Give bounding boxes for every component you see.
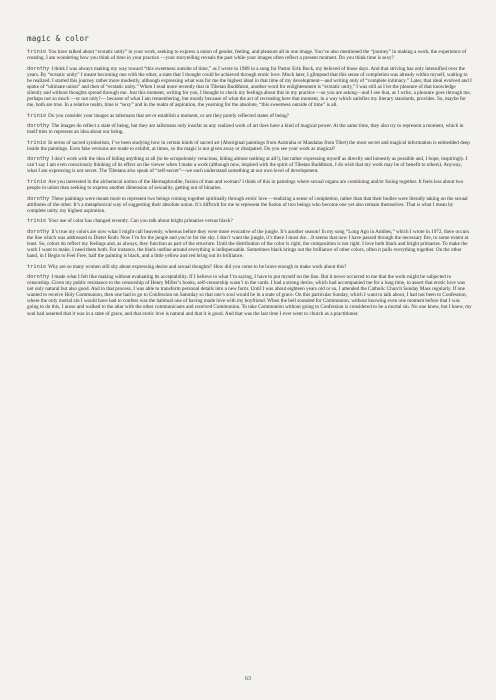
paragraph-text: The images do reflect a state of being, but they are talismans only insofar as any realized work of art does have a kind of magical power. At the same time, they also try to represent a moment, which in itself tries to represent an idea about our being.: [27, 123, 464, 136]
speaker-name: trinie: [27, 139, 47, 146]
paragraph-text: Do you consider your images as talismans that set or establish a moment, or are they purely reflected states of being?: [48, 112, 289, 119]
paragraph-text: In terms of sacred symbolism, I’ve been studying how in certain kinds of sacred art (Aboriginal paintings from Australia or Mandalas from Tibet) the most secret and magical information is embedded deep inside the paintings. Even fake versions are made to exhibit, at times, so the magic is not given away or dissipated. Do you see your work as magical?: [27, 139, 470, 152]
speaker-name: trinie: [27, 178, 47, 185]
paragraph-text: Are you interested in the alchemical notion of the Hermaphrodite, fusion of man and woman? I think of this in paintings where sexual organs are combining and/or fusing together. It feels less about two people in union than seeking to express another dimension of sexuality, getting out of binaries.: [27, 178, 464, 192]
paragraph-text: It’s true my colors are now what I might call heavenly, whereas before they were more evocative of the jungle. It’s another season! In my song “Long Ago in Antibes,” which I wrote in 1972, there occurs the line which was addressed to Dieter Roth: Now I’m for the jungle and you’re for the sky. I don’t want the jungle, it’s there I must die…It seems that now I have passed through the necessary fire, to some extent at least. So, colors do reflect my feelings and, as always, they function as part of the structure. Until the distribution of the color is right, the composition is not right. I love both black and bright primaries. To make the work I want to make, I need them both. For instance, the black outline around everything is indispensable. Sometimes black brings out the brilliance of other colors, often it pulls everything together. On the other hand, in I Begin to Feel Free, half the painting is black, and a little yellow and red bring out its brilliance.: [27, 228, 469, 260]
interview-paragraph: [27, 196, 472, 214]
speaker-name: dorothy: [27, 123, 50, 130]
interview-paragraph: [27, 49, 472, 61]
speaker-name: dorothy: [27, 274, 50, 281]
paragraph-text: I think I was always making my way toward “this sweetness outside of time,” as I wrote in 1989 in a song for Pastor Erik Bock, my beloved of those days. And that striving has only intensified over the years. By “ecstatic unity” I meant becoming one with the other, a state that I thought could be achieved through erotic love. Much later, I glimpsed that this sense of completion was already within myself, waiting to be realized. I started this journey rather more modestly, although expressing what was for me the highest ideal in that time of my development—and writing only of “complete intimacy.” Later, that ideal evolved and I spoke of “ultimate union” and then of “ecstatic unity.” When I read more recently that in Tibetan Buddhism, another word for enlightenment is “ecstatic unity,” I was still as I let the pleasure of that knowledge silently and without thoughts spread through me. Just this moment, writing for you, I thought to check my feelings about this in my practice —as you are asking—and I see that, as I write, a pleasure goes through me, perhaps not so much —or not only?— because of what I am remembering, but mostly because of what the act of recreating here that moment, in a way which satisfies my literary standards, provides. So, maybe for me, both are true. In a relative realm, time is “sexy” and in the realm of aspiration, the yearning for the absolute, “this sweetness outside of time” is all.: [27, 65, 472, 109]
interview-paragraph: [27, 113, 472, 119]
interview-paragraph: [27, 156, 472, 174]
paragraph-text: You have talked about “ecstatic unity” in your work, seeking to express a union of gender, feeling, and pleasure all in one image. You’ve also mentioned the “journey” in making a work, the experience of creating. I am wondering how you think of time in your practice —your storytelling reveals the past while your images often reflect a present moment. Do you think time is sexy?: [27, 49, 467, 62]
interview-paragraph: [27, 229, 472, 259]
speaker-name: trinie: [27, 49, 47, 55]
interview-body: [27, 49, 472, 317]
paragraph-text: I made what I felt like making without evaluating its acceptability. If I believe in what I’m saying, I have to put myself on the line. But it never occurred to me that the work might be subjected to censorship. Given my public resistance to the censorship of Henry Miller’s books, self-censorship wasn’t in the cards. I had a strong desire, which had accompanied me for a long time, to assert that erotic love was not only natural but also good. And in that process, I was able to transform personal details into a new form. Until I was about eighteen years old or so, I attended the Catholic Church Sunday Mass regularly. If one wanted to receive Holy Communion, then one had to go to Confession on Saturday so that one’s soul would be in a state of grace. On this particular Sunday, which I want to talk about, I had not been to Confession, where the only mortal sin I would have had to confess was the habitual one of having made love with my boyfriend. When the bell sounded for Communion, without knowing even one moment before that I was going to do this, I arose and walked to the altar with the other communicants and received Communion. To take Communion without going to Confession is considered to be a mortal sin. No one knew, but I knew, my soul had asserted that it was in a state of grace, and that erotic love is natural and that it is good. And that was the last time I ever went to church as a practitioner.: [27, 274, 472, 317]
speaker-name: dorothy: [27, 65, 50, 72]
interview-paragraph: [27, 274, 472, 317]
paragraph-text: I don’t work with the idea of hiding anything at all (to be scrupulously veracious, hiding almost nothing at all!), but rather expressing myself as directly and honestly as possible and, I hope, inspiringly. I can’t say I am even consciously thinking of its effect on the viewer when I make a work (although now, inspired with the spirit of Tibetan Buddhism, I do wish that my work may be of benefit to others). Anyway, what I am expressing is not secret. The Tibetans also speak of “self-secret”—we each understand something at our own level of development.: [27, 156, 468, 175]
page-number: 63: [245, 676, 251, 682]
interview-paragraph: [27, 123, 472, 135]
paragraph-text: Why are so many women still shy about expressing desire and sexual thoughts? How did you come to be brave enough to make work about this?: [48, 263, 347, 270]
speaker-name: dorothy: [27, 195, 50, 202]
interview-paragraph: [27, 66, 472, 109]
interview-paragraph: [27, 264, 472, 270]
speaker-name: trinie: [27, 112, 47, 119]
interview-paragraph: [27, 140, 472, 152]
speaker-name: trinie: [27, 263, 47, 270]
interview-paragraph: [27, 179, 472, 191]
interview-paragraph: [27, 218, 472, 224]
speaker-name: dorothy: [27, 156, 50, 163]
paragraph-text: Your use of color has changed recently. Can you talk about bright primaries versus black?: [48, 218, 233, 225]
speaker-name: dorothy: [27, 228, 50, 235]
paragraph-text: These paintings were meant more to represent two beings coming together spiritually through erotic love —realizing a sense of completion, rather than that their bodies were literally taking on the sexual attributes of the other. It’s a metaphorical way of suggesting their absolute union. It’s difficult for me to represent the fusion of two beings who become one yet also remain themselves. That is what I mean by complete unity, my highest aspiration.: [27, 195, 468, 214]
speaker-name: trinie: [27, 218, 47, 225]
section-heading: magic & color: [27, 34, 90, 43]
